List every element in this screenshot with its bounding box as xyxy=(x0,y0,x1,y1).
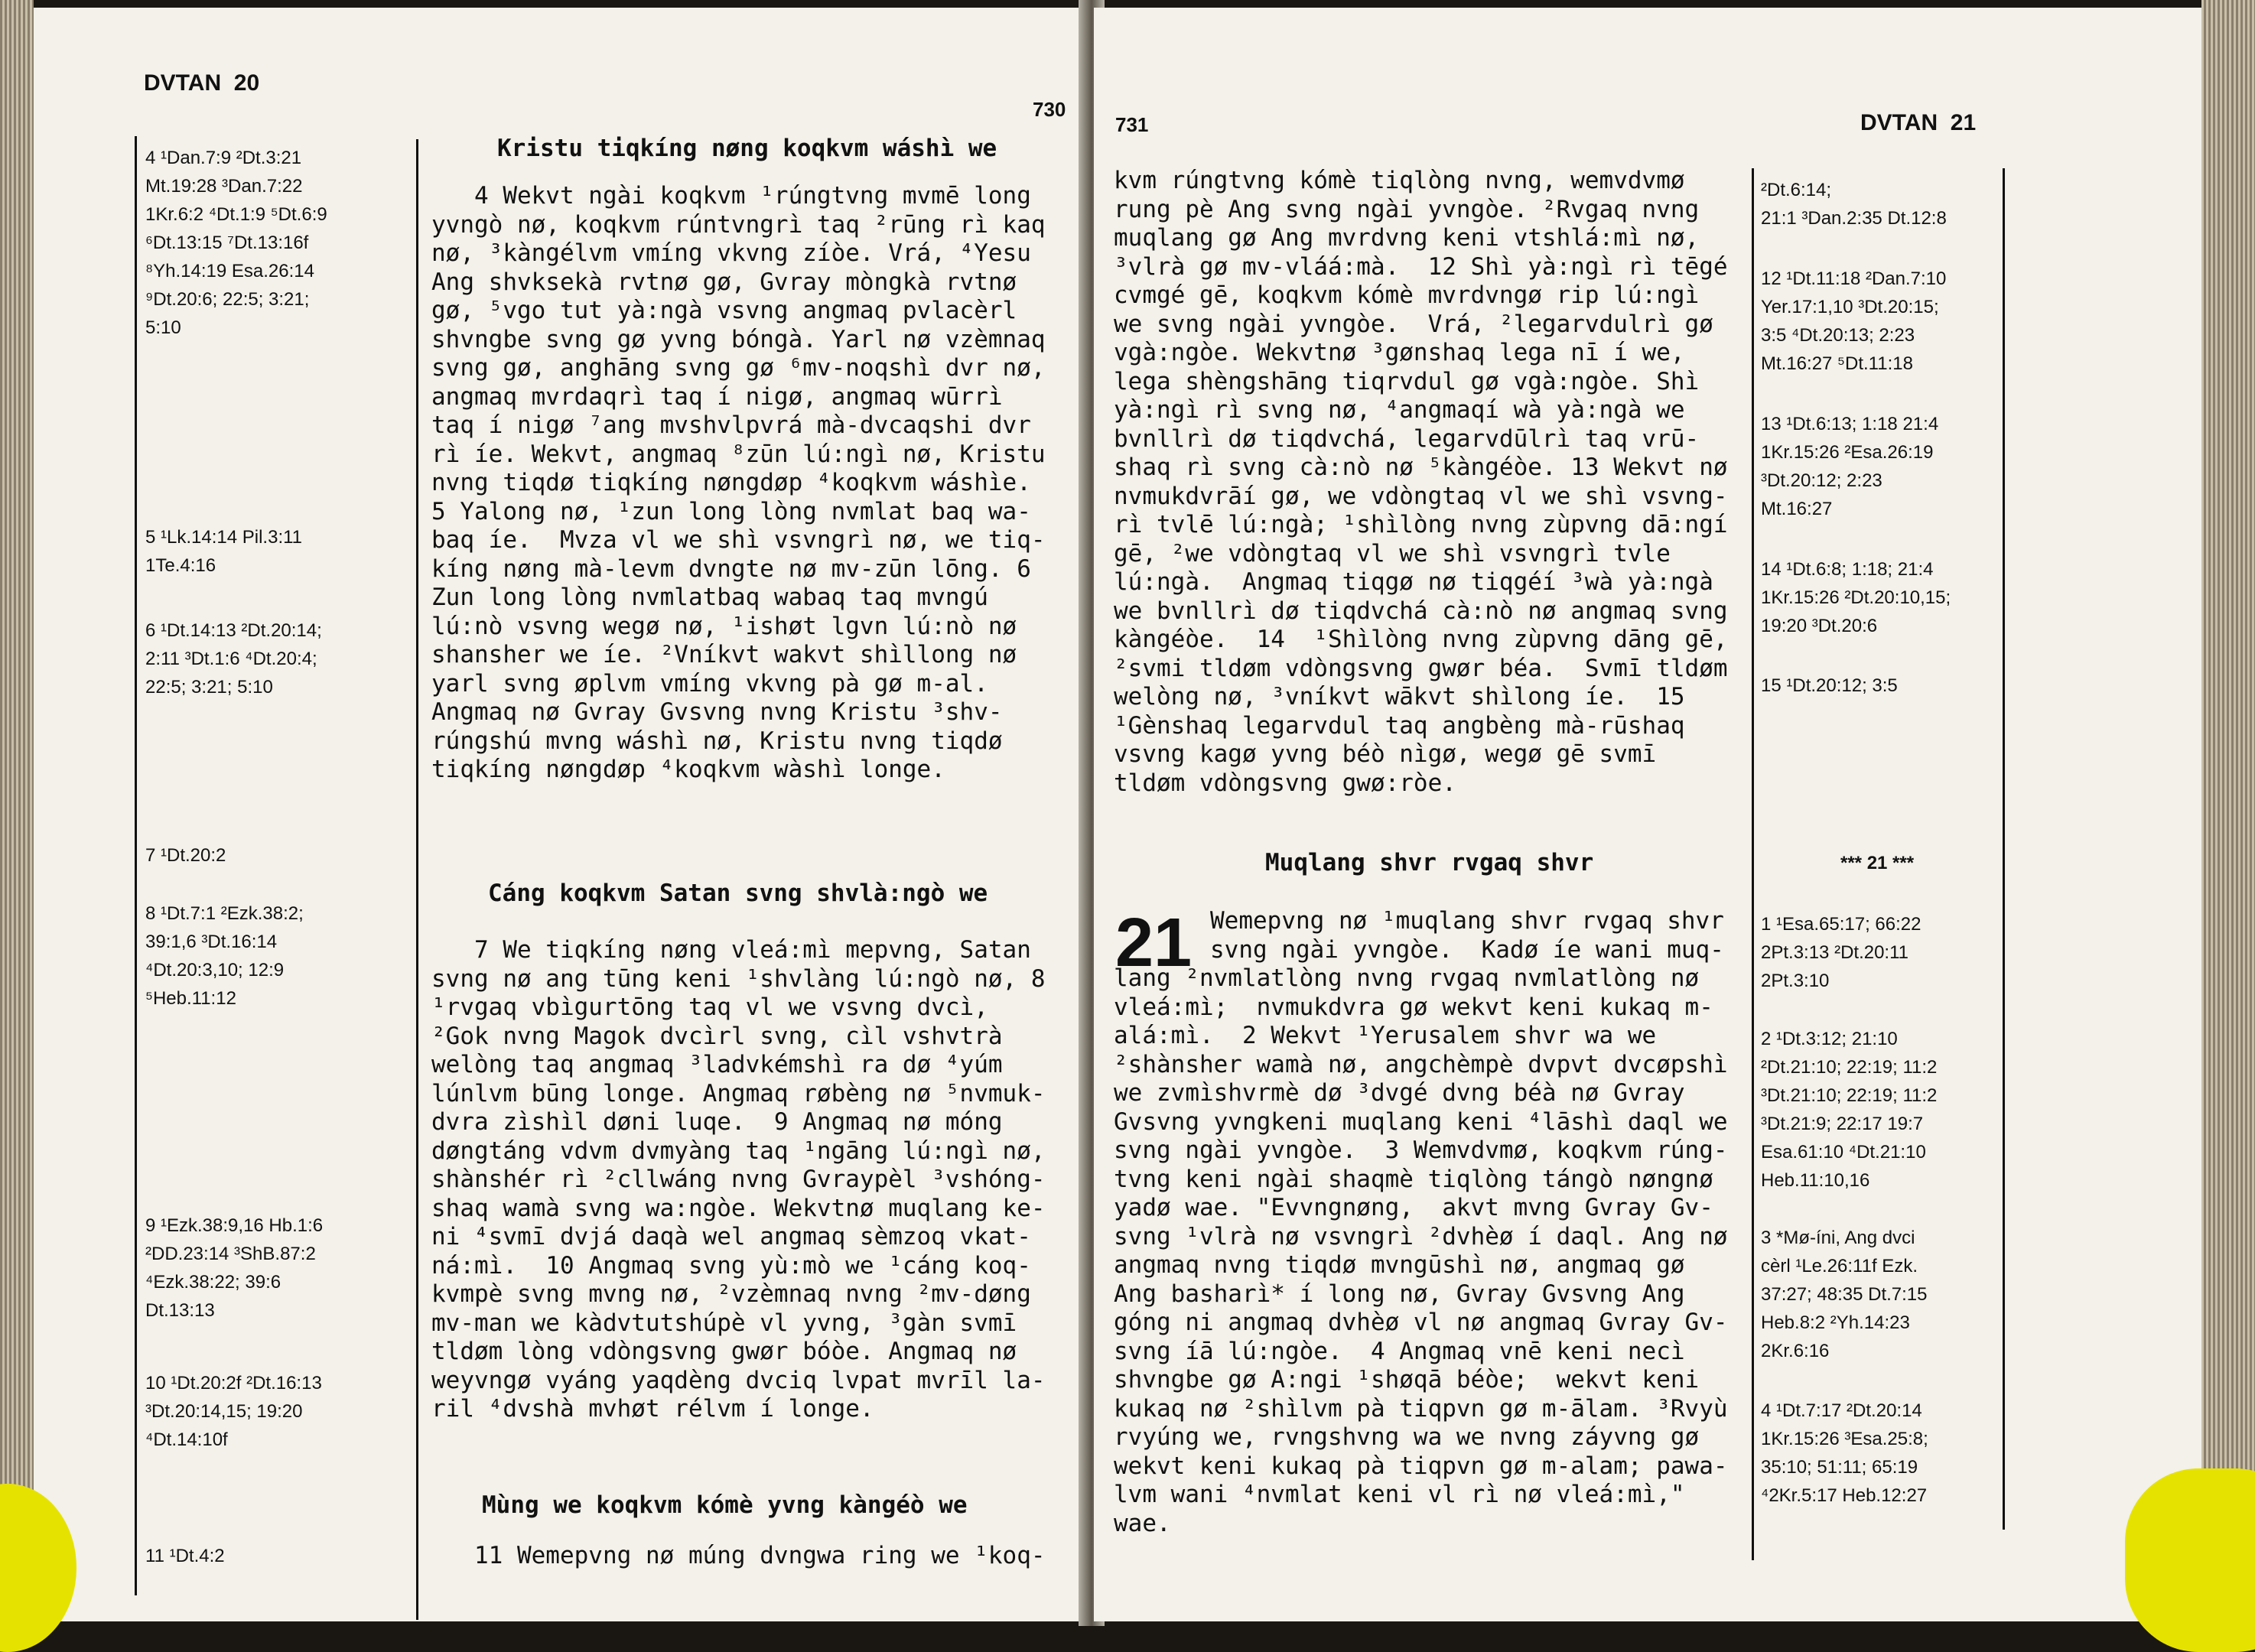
cross-ref: 2Pt.3:13 ²Dt.20:11 xyxy=(1761,942,1909,963)
page-number-left: 730 xyxy=(1033,98,1066,121)
verse-line: we bvnllrì dø tiqdvchá cà:nò nø angmaq svng xyxy=(1114,597,1728,625)
cross-ref: Mt.16:27 xyxy=(1761,499,1833,519)
cross-ref: 1Kr.15:26 ²Dt.20:10,15; xyxy=(1761,587,1951,608)
verse-line: angmaq nvng tiqdø mvngūshì nø, angmaq gø xyxy=(1114,1251,1685,1279)
page-clip-right xyxy=(2125,1468,2255,1652)
verse-line: weyvngø vyáng yaqdèng dvciq lvpat mvrīl la- xyxy=(431,1366,1046,1394)
cross-ref: 7 ¹Dt.20:2 xyxy=(145,845,226,866)
cross-ref: cèrl ¹Le.26:11f Ezk. xyxy=(1761,1256,1918,1276)
cross-ref: Esa.61:10 ⁴Dt.21:10 xyxy=(1761,1142,1926,1163)
section-heading: Muqlang shvr rvgaq shvr xyxy=(1265,849,1594,876)
section-heading: Cáng koqkvm Satan svng shvlà:ngò we xyxy=(488,880,988,907)
verse-line: lú:nò vsvng wegø nø, ¹ishøt lgvn lú:nò nø xyxy=(431,612,1017,640)
verse-line: Wemepvng nø ¹muqlang shvr rvgaq shvr xyxy=(1210,907,1724,935)
cross-ref: ⁵Heb.11:12 xyxy=(145,988,236,1009)
verse-line: vleá:mì; nvmukdvra gø wekvt keni kukaq m- xyxy=(1114,993,1713,1021)
cross-ref: ⁴Dt.20:3,10; 12:9 xyxy=(145,960,285,980)
verse-line: ¹rvgaq vbìgurtōng taq vl we vsvng dvcì, xyxy=(431,993,988,1021)
verse-line: rung pè Ang svng ngài yvngòe. ²Rvgaq nvng xyxy=(1114,195,1700,223)
verse-line: lvm wani ⁴nvmlat keni vl rì nø vleá:mì," xyxy=(1114,1481,1685,1508)
cross-ref: 22:5; 3:21; 5:10 xyxy=(145,677,273,698)
cross-ref: 12 ¹Dt.11:18 ²Dan.7:10 xyxy=(1761,268,1947,289)
verse-line: mv-man we kàdvtutshúpè vl yvng, ³gàn svmī xyxy=(431,1309,1017,1337)
verse-line: svng ngài yvngòe. Kadø íe wani muq- xyxy=(1210,935,1724,964)
section-heading: Mùng we koqkvm kómè yvng kàngéò we xyxy=(482,1491,968,1519)
cross-ref: 1Kr.15:26 ²Esa.26:19 xyxy=(1761,442,1934,463)
verse-line: rúngshú mvng wáshì nø, Kristu nvng tiqdø xyxy=(431,727,1003,755)
verse-line: lang ²nvmlatlòng nvng rvgaq nvmlatlòng nø xyxy=(1114,964,1700,992)
cross-ref: 4 ¹Dan.7:9 ²Dt.3:21 xyxy=(145,148,302,168)
cross-ref: Dt.13:13 xyxy=(145,1300,215,1321)
verse-line: kvm rúngtvng kómè tiqlòng nvng, wemvdvmø xyxy=(1114,167,1685,194)
verse-line: Ang basharì* í long nø, Gvray Gvsvng Ang xyxy=(1114,1280,1685,1308)
cross-ref: 1Te.4:16 xyxy=(145,555,216,576)
verse-line: tvng keni ngài shaqmè tiqlòng tángò nøngnø xyxy=(1114,1165,1713,1193)
cross-ref: 2Pt.3:10 xyxy=(1761,971,1830,991)
verse-line: ná:mì. 10 Angmaq svng yù:mò we ¹cáng koq- xyxy=(431,1251,1031,1280)
cross-ref: 15 ¹Dt.20:12; 3:5 xyxy=(1761,675,1898,696)
verse-line: shvngbe gø A:ngi ¹shøqā béòe; wekvt keni xyxy=(1114,1366,1700,1393)
verse-line: svng gø, anghāng svng gø ⁶mv-noqshì dvr nø, xyxy=(431,354,1046,382)
verse-line: vgà:ngòe. Wekvtnø ³gønshaq lega nī í we, xyxy=(1114,339,1685,366)
cross-ref: 1Kr.15:26 ³Esa.25:8; xyxy=(1761,1429,1928,1449)
verse-line: shvngbe svng gø yvng bóngà. Yarl nø vzèmnaq xyxy=(431,325,1046,353)
verse-line: Ang shvksekà rvtnø gø, Gvray mòngkà rvtnø xyxy=(431,268,1017,296)
page-number-right: 731 xyxy=(1115,113,1149,136)
cross-ref: Mt.16:27 ⁵Dt.11:18 xyxy=(1761,353,1913,374)
verse-line: wekvt keni kukaq pà tiqpvn gø m-alam; pawa- xyxy=(1114,1452,1728,1480)
cross-ref: ⁸Yh.14:19 Esa.26:14 xyxy=(145,261,314,281)
cross-ref: 8 ¹Dt.7:1 ²Ezk.38:2; xyxy=(145,903,304,924)
cross-ref: 5 ¹Lk.14:14 Pil.3:11 xyxy=(145,527,303,548)
cross-ref: 13 ¹Dt.6:13; 1:18 21:4 xyxy=(1761,414,1939,434)
chapter-marker: *** 21 *** xyxy=(1840,853,1915,873)
verse-line: rvyúng we, rvngshvng wa we nvng záyvng gø xyxy=(1114,1423,1700,1451)
verse-line: 11 Wemepvng nø múng dvngwa ring we ¹koq- xyxy=(431,1542,1046,1569)
verse-line: bvnllrì dø tiqdvchá, legarvdūlrì taq vrū- xyxy=(1114,424,1700,453)
verse-line: svng ngài yvngòe. 3 Wemvdvmø, koqkvm rúng- xyxy=(1114,1137,1728,1164)
cross-ref: ⁶Dt.13:15 ⁷Dt.13:16f xyxy=(145,233,309,253)
verse-line: yvngò nø, koqkvm rúntvngrì taq ²rūng rì kaq xyxy=(431,210,1046,239)
verse-line: Angmaq nø Gvray Gvsvng nvng Kristu ³shv- xyxy=(431,698,1003,726)
verse-line: tldøm vdòngsvng gwø:ròe. xyxy=(1114,769,1456,797)
verse-line: baq íe. Mvza vl we shì vsvngrì nø, we tiq- xyxy=(431,526,1046,554)
verse-line: lúnlvm būng longe. Angmaq røbèng nø ⁵nvmuk- xyxy=(431,1079,1046,1107)
cross-ref: ³Dt.20:14,15; 19:20 xyxy=(145,1401,303,1422)
verse-line: ³vlrà gø mv-vláá:mà. 12 Shì yà:ngì rì tēgé xyxy=(1114,252,1728,281)
verse-line: welòng nø, ³vníkvt wākvt shìlong íe. 15 xyxy=(1114,683,1685,711)
cross-ref: ²Dt.21:10; 22:19; 11:2 xyxy=(1761,1057,1938,1078)
verse-line: góng ni angmaq dvhèø vl nø angmaq Gvray Gv- xyxy=(1114,1309,1728,1336)
verse-line: kíng nøng mà-levm dvngte nø mv-zūn lōng. 6 xyxy=(431,554,1031,583)
cross-ref: 39:1,6 ³Dt.16:14 xyxy=(145,932,278,952)
cross-ref: ³Dt.21:9; 22:17 19:7 xyxy=(1761,1114,1924,1134)
cross-ref: 1Kr.6:2 ⁴Dt.1:9 ⁵Dt.6:9 xyxy=(145,204,327,225)
verse-line: lú:ngà. Angmaq tiqgø nø tiqgéí ³wà yà:ngà xyxy=(1114,568,1713,596)
verse-line: lega shèngshāng tiqrvdul gø vgà:ngòe. Shì xyxy=(1114,367,1700,395)
cross-ref: ⁴Dt.14:10f xyxy=(145,1429,228,1450)
cross-ref: 2Kr.6:16 xyxy=(1761,1341,1830,1361)
verse-line: ¹Gènshaq legarvdul taq angbèng mà-rūshaq xyxy=(1114,711,1685,740)
verse-line: ril ⁴dvshà mvhøt rélvm í longe. xyxy=(431,1395,874,1423)
refs-left-rule xyxy=(135,136,137,1595)
verse-line: alá:mì. 2 Wekvt ¹Yerusalem shvr wa we xyxy=(1114,1022,1657,1049)
verse-line: kvmpè svng mvng nø, ²vzèmnaq nvng ²mv-døng xyxy=(431,1280,1031,1308)
verse-line: wae. xyxy=(1114,1509,1171,1537)
running-head-left: DVTAN 20 xyxy=(144,70,260,96)
right-page xyxy=(1094,8,2201,1621)
verse-line: shaq wamà svng wa:ngòe. Wekvtnø muqlang ke- xyxy=(431,1194,1046,1222)
verse-line: tldøm lòng vdòngsvng gwør bóòe. Angmaq nø xyxy=(431,1338,1017,1365)
cross-ref: ⁹Dt.20:6; 22:5; 3:21; xyxy=(145,289,310,310)
cross-ref: ⁴Ezk.38:22; 39:6 xyxy=(145,1272,281,1293)
verse-21-first xyxy=(1210,907,1746,964)
cross-ref: 2:11 ³Dt.1:6 ⁴Dt.20:4; xyxy=(145,649,317,669)
verse-line: dvra zìshìl døni luqe. 9 Angmaq nø móng xyxy=(431,1108,1003,1136)
cross-ref: Heb.11:10,16 xyxy=(1761,1170,1870,1191)
cross-ref: Heb.8:2 ²Yh.14:23 xyxy=(1761,1312,1910,1333)
verse-line: rì tvlē lú:ngà; ¹shìlòng nvng zùpvng dā:ngí xyxy=(1114,511,1728,538)
cross-ref: Yer.17:1,10 ³Dt.20:15; xyxy=(1761,297,1939,317)
verses-right-top xyxy=(1114,167,1749,798)
verse-line: rì íe. Wekvt, angmaq ⁸zūn lú:ngì nø, Kristu xyxy=(431,440,1046,468)
verse-line: angmaq mvrdaqrì taq í nigø, angmaq wūrrì xyxy=(431,382,1003,411)
verse-line: muqlang gø Ang mvrdvng keni vtshlá:mì nø, xyxy=(1114,224,1700,252)
verse-line: døngtáng vdvm dvmyàng taq ¹ngāng lú:ngì nø, xyxy=(431,1137,1046,1165)
cross-ref: 4 ¹Dt.7:17 ²Dt.20:14 xyxy=(1761,1400,1922,1421)
verse-line: shansher we íe. ²Vníkvt wakvt shìllong nø xyxy=(431,641,1017,668)
cross-ref: Mt.19:28 ³Dan.7:22 xyxy=(145,176,303,197)
verses-right-bottom xyxy=(1114,964,1749,1538)
verse-line: shaq rì svng cà:nò nø ⁵kàngéòe. 13 Wekvt nø xyxy=(1114,454,1728,481)
cross-ref: 3:5 ⁴Dt.20:13; 2:23 xyxy=(1761,325,1915,346)
verse-line: yà:ngì rì svng nø, ⁴angmaqí wà yà:ngà we xyxy=(1114,396,1685,424)
verse-line: svng ¹vlrà nø vsvngrì ²dvhèø í daql. Ang nø xyxy=(1114,1222,1728,1250)
verse-line: gø, ⁵vgo tut yà:ngà vsvng angmaq pvlacèrl xyxy=(431,297,1017,324)
cross-ref: 3 *Mø-íni, Ang dvci xyxy=(1761,1228,1915,1248)
verse-line: taq í nigø ⁷ang mvshvlpvrá mà-dvcaqshi dvr xyxy=(431,411,1031,439)
book-edge-left xyxy=(0,0,34,1626)
cross-ref: 14 ¹Dt.6:8; 1:18; 21:4 xyxy=(1761,559,1934,580)
verse-line: ²Gok nvng Magok dvcìrl svng, cìl vshvtrà xyxy=(431,1022,1003,1050)
cross-refs-right xyxy=(1761,176,2000,1506)
left-page xyxy=(34,8,1085,1621)
verses-block-c xyxy=(431,1542,1085,1571)
verse-line: nø, ³kàngélvm vmíng vkvng zíòe. Vrá, ⁴Yesu xyxy=(431,239,1031,267)
verse-line: ni ⁴svmī dvjá daqà wel angmaq sèmzoq vkat- xyxy=(431,1223,1031,1250)
verse-line: gē, ²we vdòngtaq vl we shì vsvngrì tvle xyxy=(1114,539,1671,567)
verse-line: svng íā lú:ngòe. 4 Angmaq vnē keni necì xyxy=(1114,1337,1685,1365)
verse-line: 7 We tiqkíng nøng vleá:mì mepvng, Satan xyxy=(431,936,1031,964)
verse-line: 5 Yalong nø, ¹zun long lòng nvmlat baq wa- xyxy=(431,497,1031,525)
verses-block-a xyxy=(431,182,1085,785)
chapter-number: 21 xyxy=(1115,905,1193,981)
verse-line: nvmukdvrāí gø, we vdòngtaq vl we shì vsvng- xyxy=(1114,482,1728,510)
cross-ref: ²DD.23:14 ³ShB.87:2 xyxy=(145,1244,316,1264)
verse-line: shànshér rì ²cllwáng nvng Gvraypèl ³vshóng- xyxy=(431,1166,1046,1193)
verse-line: Zun long lòng nvmlatbaq wabaq taq mvngú xyxy=(431,584,988,611)
section-heading: Kristu tiqkíng nøng koqkvm wáshì we xyxy=(497,135,997,162)
verse-line: Gvsvng yvngkeni muqlang keni ⁴lāshì daql we xyxy=(1114,1107,1728,1136)
cross-ref: ³Dt.20:12; 2:23 xyxy=(1761,470,1882,491)
verse-line: tiqkíng nøngdøp ⁴koqkvm wàshì longe. xyxy=(431,756,945,783)
verse-line: vsvng kagø yvng béò nìgø, wegø gē svmī xyxy=(1114,740,1657,768)
cross-ref: ³Dt.21:10; 22:19; 11:2 xyxy=(1761,1085,1938,1106)
cross-ref: 6 ¹Dt.14:13 ²Dt.20:14; xyxy=(145,620,322,641)
verses-block-b xyxy=(431,936,1085,1424)
cross-ref: ⁴2Kr.5:17 Heb.12:27 xyxy=(1761,1485,1928,1506)
verse-line: yarl svng øplvm vmíng vkvng pà gø m-al. xyxy=(431,669,988,698)
cross-ref: 11 ¹Dt.4:2 xyxy=(145,1546,225,1566)
verse-line: ²shànsher wamà nø, angchèmpè dvpvt dvcøpshì xyxy=(1114,1050,1728,1078)
cross-ref: 37:27; 48:35 Dt.7:15 xyxy=(1761,1284,1928,1305)
verse-line: cvmgé gē, koqkvm kómè mvrdvngø rip lú:ngì xyxy=(1114,281,1700,309)
verse-line: welòng taq angmaq ³ladvkémshì ra dø ⁴yúm xyxy=(431,1051,1003,1078)
cross-ref: ²Dt.6:14; xyxy=(1761,180,1832,200)
verse-line: we zvmìshvrmè dø ³dvgé dvng béà nø Gvray xyxy=(1114,1079,1685,1107)
running-head-right: DVTAN 21 xyxy=(1860,110,1977,135)
cross-ref: 5:10 xyxy=(145,317,181,338)
verse-line: 4 Wekvt ngài koqkvm ¹rúngtvng mvmē long xyxy=(431,182,1031,210)
verse-line: nvng tiqdø tiqkíng nøngdøp ⁴koqkvm wáshìe. xyxy=(431,469,1031,496)
verse-line: yadø wae. "Evvngnøng, akvt mvng Gvray Gv- xyxy=(1114,1194,1713,1221)
cross-ref: 21:1 ³Dan.2:35 Dt.12:8 xyxy=(1761,208,1947,229)
book-edge-right xyxy=(2201,0,2255,1626)
column-divider-left xyxy=(416,139,418,1620)
cross-refs-left xyxy=(145,144,408,1566)
verse-line: kukaq nø ²shìlvm pà tiqpvn gø m-ālam. ³Rvyù xyxy=(1114,1394,1728,1423)
cross-ref: 35:10; 51:11; 65:19 xyxy=(1761,1457,1918,1478)
cross-ref: 2 ¹Dt.3:12; 21:10 xyxy=(1761,1029,1898,1049)
verse-line: ²svmi tldøm vdòngsvng gwør béa. Svmī tldøm xyxy=(1114,654,1728,682)
refs-right-rule xyxy=(2003,168,2005,1530)
cross-ref: 1 ¹Esa.65:17; 66:22 xyxy=(1761,914,1921,935)
verse-line: we svng ngài yvngòe. Vrá, ²legarvdulrì gø xyxy=(1114,310,1713,338)
cross-ref: 19:20 ³Dt.20:6 xyxy=(1761,616,1878,636)
column-divider-right xyxy=(1752,168,1754,1560)
cross-ref: 9 ¹Ezk.38:9,16 Hb.1:6 xyxy=(145,1215,324,1236)
cross-ref: 10 ¹Dt.20:2f ²Dt.16:13 xyxy=(145,1373,322,1393)
verse-line: kàngéòe. 14 ¹Shìlòng nvng zùpvng dāng gē, xyxy=(1114,626,1728,653)
verse-line: svng nø ang tūng keni ¹shvlàng lú:ngò nø, 8 xyxy=(431,964,1046,993)
